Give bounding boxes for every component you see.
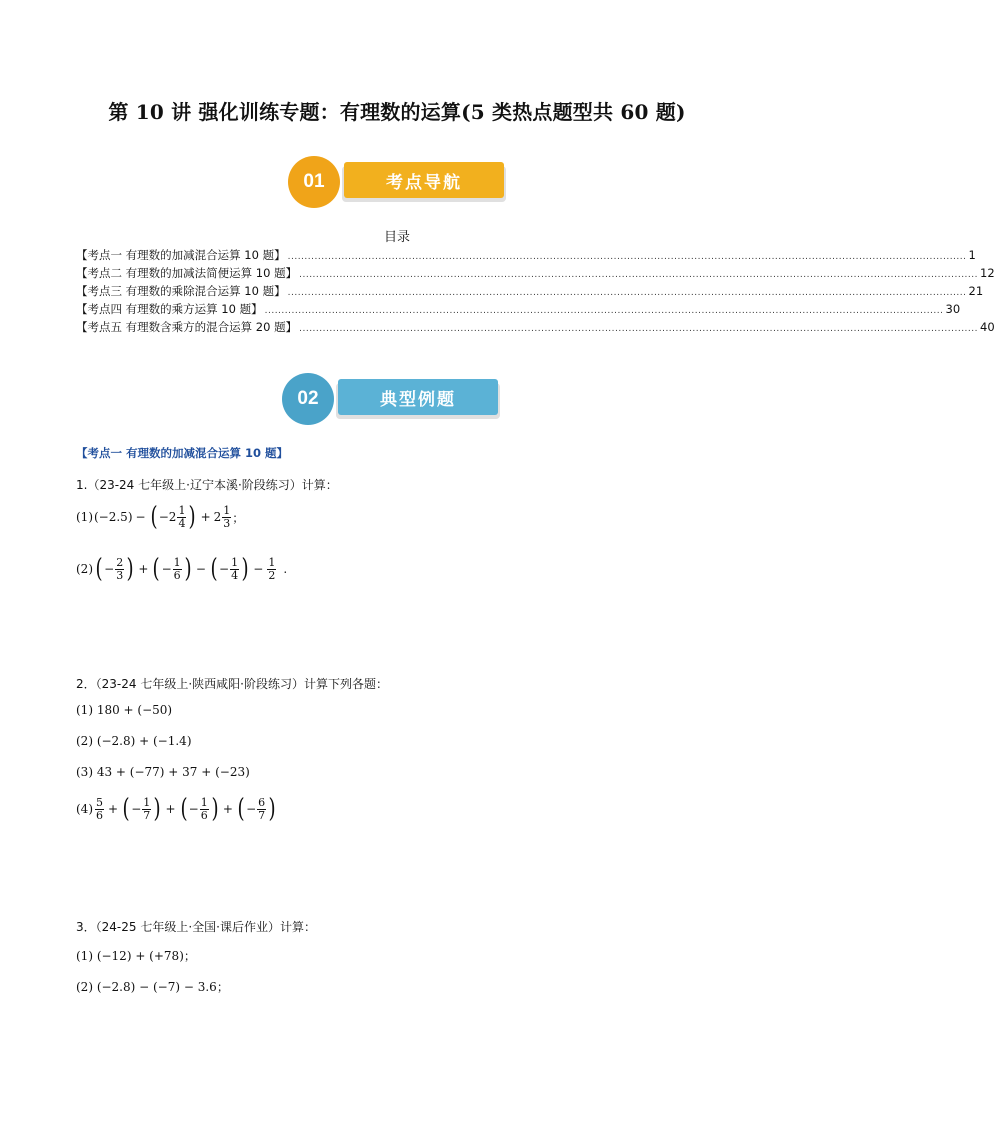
question-1-part-1: (1) (−2.5) − ( −2 $\frac{1}{4}$ ) + 2 $\frac{1}{3}$ ； (76, 502, 245, 532)
toc-dot-leader: .......................................................................................................................................................................................................... (287, 288, 967, 298)
toc-item[interactable]: 【考点五 有理数含乘方的混合运算 20 题】 .......................................................................................................................................................................................................... 40 (76, 318, 720, 336)
toc-dot-leader: .......................................................................................................................................................................................................... (287, 252, 967, 262)
question-2-part-2: (2) (−2.8) + (−1.4) (76, 734, 192, 748)
question-1-part-2: (2) ( − $\frac{2}{3}$ ) + ( − $\frac{1}{6}$ ) − ( − $\frac{1}{4}$ ) − $\frac{1}{2}$ . (76, 554, 288, 584)
section-badge-02 (282, 373, 508, 427)
toc-dot-leader: .......................................................................................................................................................................................................... (299, 324, 978, 334)
toc-item[interactable]: 【考点一 有理数的加减混合运算 10 题】 .......................................................................................................................................................................................................... 1 (76, 246, 720, 264)
toc-dot-leader: .......................................................................................................................................................................................................... (299, 270, 978, 280)
toc-dot-leader: .......................................................................................................................................................................................................... (264, 306, 944, 316)
question-3-part-2: (2) (−2.8) − (−7) − 3.6； (76, 980, 229, 994)
question-2-part-3: (3) 43 + (−77) + 37 + (−23) (76, 765, 250, 779)
section-heading: 【考点一 有理数的加减混合运算 10 题】 (76, 446, 289, 460)
badge-number-circle: 02 (282, 373, 334, 425)
badge-number-circle: 01 (288, 156, 340, 208)
page-title: 第 10 讲 强化训练专题：有理数的运算(5 类热点题型共 60 题) (108, 100, 686, 124)
section-badge-01 (288, 156, 508, 210)
question-2-stem: 2．（23-24 七年级上·陕西咸阳·阶段练习）计算下列各题： (76, 677, 388, 691)
badge-label: 典型例题 (338, 379, 498, 415)
question-2-part-1: (1) 180 + (−50) (76, 703, 173, 717)
question-3-part-1: (1) (−12) + (+78)； (76, 949, 196, 963)
toc-heading: 目录 (383, 230, 410, 245)
table-of-contents (76, 246, 995, 336)
question-2-part-4: (4) $\frac{5}{6}$ + ( − $\frac{1}{7}$ ) + ( − $\frac{1}{6}$ ) + ( − $\frac{6}{7}$ ) (76, 794, 276, 824)
question-3-stem: 3．（24-25 七年级上·全国·课后作业）计算： (76, 920, 316, 934)
badge-label: 考点导航 (344, 162, 504, 198)
toc-item[interactable]: 【考点四 有理数的乘方运算 10 题】 .......................................................................................................................................................................................................... 30 (76, 300, 720, 318)
toc-item[interactable]: 【考点二 有理数的加减法简便运算 10 题】 .......................................................................................................................................................................................................... 12 (76, 264, 720, 282)
question-1-stem: 1.（23-24 七年级上·辽宁本溪·阶段练习）计算： (76, 478, 338, 492)
toc-item[interactable]: 【考点三 有理数的乘除混合运算 10 题】 .......................................................................................................................................................................................................... 21 (76, 282, 720, 300)
